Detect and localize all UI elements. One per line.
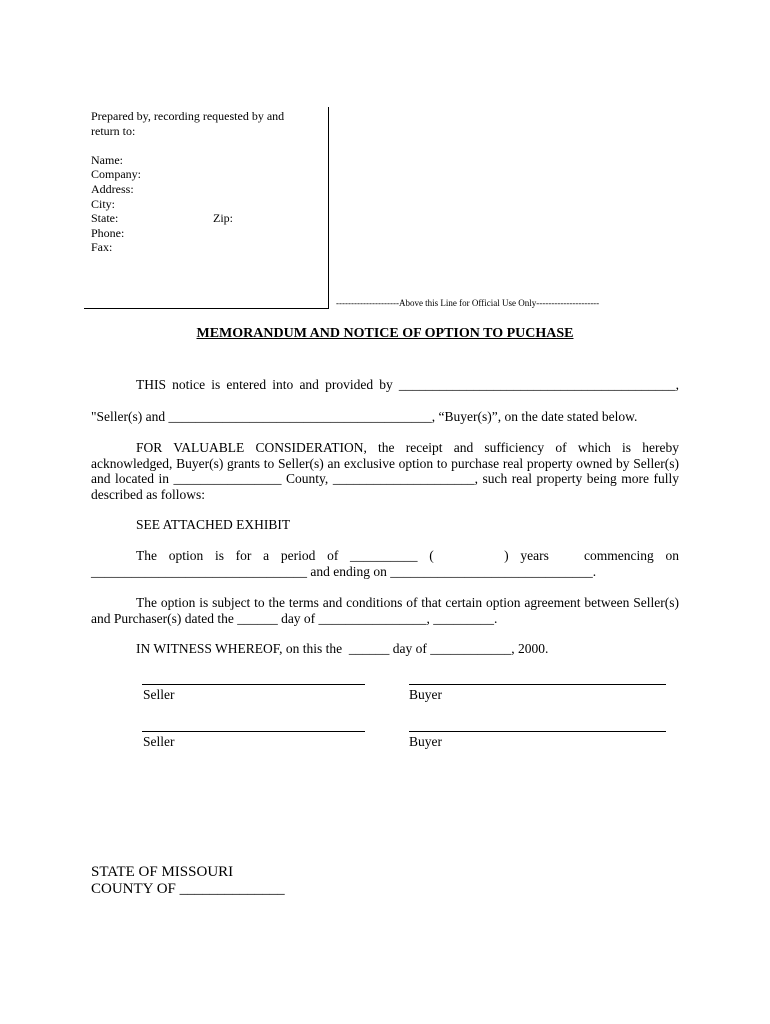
recording-info-block: [91, 109, 321, 255]
buyer-signature-line: [409, 731, 666, 732]
witness-paragraph: IN WITNESS WHEREOF, on this the ______ day of ____________, 2000.: [136, 641, 549, 656]
notice-paragraph: THIS notice is entered into and provided by _________________________________________,: [136, 377, 679, 392]
state-label: State:: [91, 211, 119, 226]
buyer-signature-line: [409, 684, 666, 685]
notary-venue: [91, 864, 285, 898]
return-to-label: return to:: [91, 123, 136, 138]
fax-label: Fax:: [91, 240, 113, 255]
terms-paragraph: The option is subject to the terms and conditions of that certain option agreement between Seller(s) and Purchaser(s) dated the ______ day of ________________, _________.: [91, 595, 679, 626]
recording-block-border-vertical: [328, 107, 329, 308]
city-label: City:: [91, 196, 116, 211]
option-period-line1: The option is for a period of __________ ( ) years commencing on: [136, 548, 679, 563]
option-period-line2: ________________________________ and ending on ______________________________.: [91, 564, 597, 579]
phone-label: Phone:: [91, 225, 125, 240]
seller-signature-line: [142, 731, 365, 732]
seller-signature-label: Seller: [143, 734, 175, 749]
spacer: [91, 138, 321, 153]
seller-signature-line: [142, 684, 365, 685]
consideration-paragraph: FOR VALUABLE CONSIDERATION, the receipt and sufficiency of which is hereby acknowledged, Buyer(s) grants to Seller(s) an exclusive option to purchase real property owned by Seller(s) and located in ________________ County, _____________________, such real property being more fully described as follows:: [91, 440, 679, 502]
state-zip-row: [91, 211, 321, 226]
seller-signature-label: Seller: [143, 687, 175, 702]
recording-block-border-horizontal: [84, 308, 329, 309]
buyer-signature-label: Buyer: [409, 687, 442, 702]
official-use-line: ---------------------Above this Line for Official Use Only---------------------: [336, 298, 600, 308]
buyer-signature-label: Buyer: [409, 734, 442, 749]
exhibit-reference: SEE ATTACHED EXHIBIT: [136, 517, 291, 532]
notary-county: COUNTY OF ______________: [91, 881, 285, 897]
address-label: Address:: [91, 181, 134, 196]
prepared-by-label: Prepared by, recording requested by and: [91, 109, 285, 123]
document-title: MEMORANDUM AND NOTICE OF OPTION TO PUCHASE: [196, 326, 574, 341]
zip-label: Zip:: [213, 211, 233, 226]
parties-paragraph: "Seller(s) and _______________________________________, “Buyer(s)”, on the date stated below.: [91, 409, 638, 424]
company-label: Company:: [91, 167, 141, 182]
notary-state: STATE OF MISSOURI: [91, 864, 234, 880]
name-label: Name:: [91, 152, 123, 167]
